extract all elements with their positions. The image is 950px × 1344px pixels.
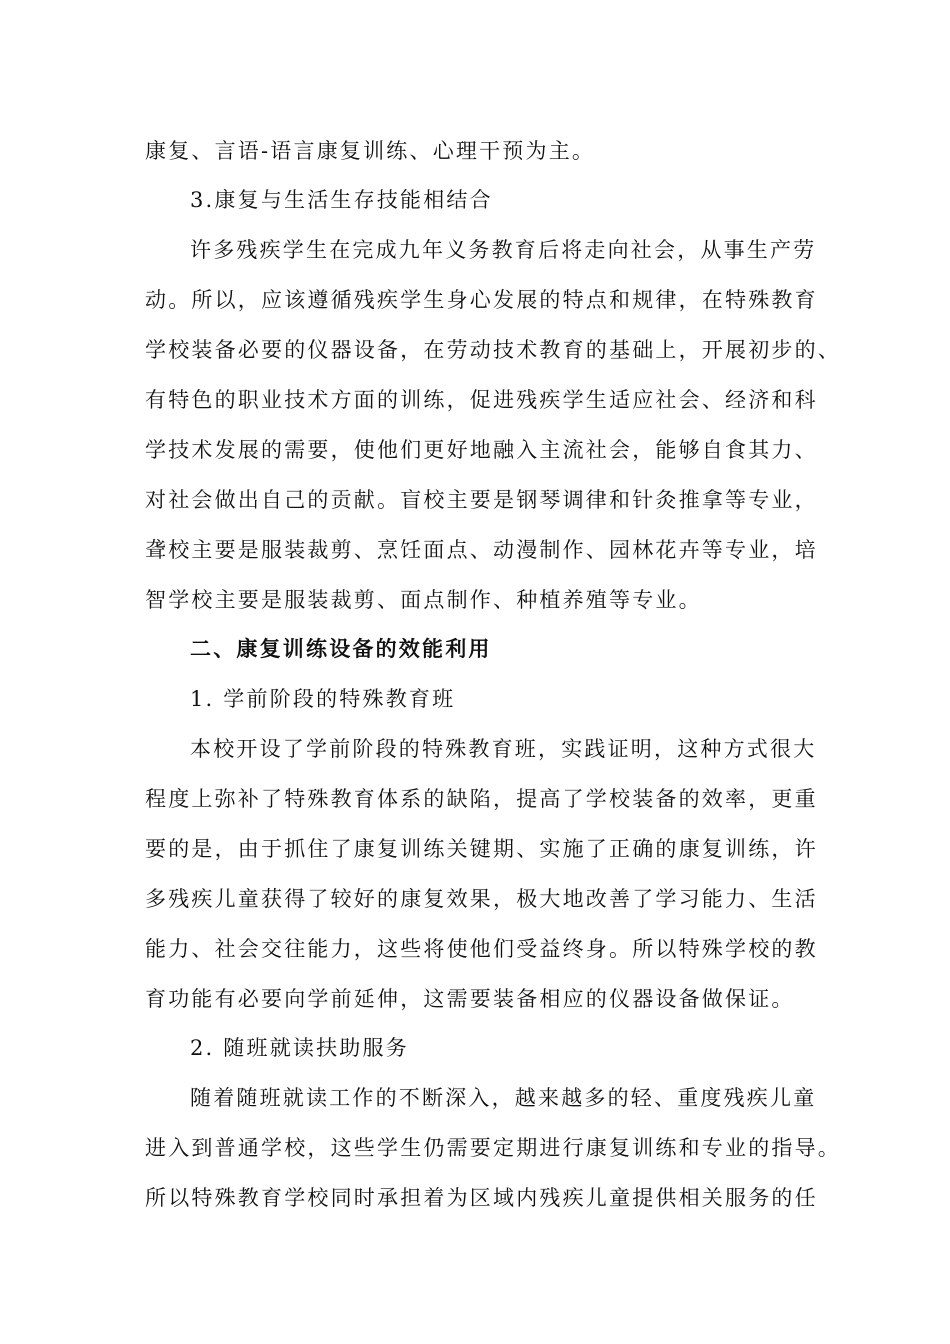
subheading-3: 3.康复与生活生存技能相结合	[190, 188, 493, 212]
paragraph-line: 学技术发展的需要，使他们更好地融入主流社会，能够自食其力、	[145, 438, 818, 462]
section-heading: 二、康复训练设备的效能利用	[190, 636, 492, 661]
paragraph-line: 聋校主要是服装裁剪、烹饪面点、动漫制作、园林花卉等专业，培	[145, 538, 818, 562]
paragraph-line: 能力、社会交往能力，这些将使他们受益终身。所以特殊学校的教	[145, 937, 818, 961]
subheading-2: 2. 随班就读扶助服务	[190, 1036, 409, 1060]
paragraph-line: 随着随班就读工作的不断深入，越来越多的轻、重度残疾儿童	[190, 1086, 817, 1110]
paragraph-line: 育功能有必要向学前延伸，这需要装备相应的仪器设备做保证。	[145, 987, 795, 1011]
paragraph-line: 多残疾儿童获得了较好的康复效果，极大地改善了学习能力、生活	[145, 887, 818, 911]
paragraph-line: 程度上弥补了特殊教育体系的缺陷，提高了学校装备的效率，更重	[145, 787, 818, 811]
paragraph-line: 动。所以，应该遵循残疾学生身心发展的特点和规律，在特殊教育	[145, 288, 818, 312]
paragraph-line: 智学校主要是服装裁剪、面点制作、种植养殖等专业。	[145, 588, 702, 612]
paragraph-line: 进入到普通学校，这些学生仍需要定期进行康复训练和专业的指导。	[145, 1136, 841, 1160]
paragraph-line: 康复、言语-语言康复训练、心理干预为主。	[145, 139, 596, 163]
paragraph-line: 要的是，由于抓住了康复训练关键期、实施了正确的康复训练，许	[145, 837, 818, 861]
paragraph-line: 学校装备必要的仪器设备，在劳动技术教育的基础上，开展初步的、	[145, 338, 841, 362]
paragraph-line: 本校开设了学前阶段的特殊教育班，实践证明，这种方式很大	[190, 737, 817, 761]
paragraph-line: 对社会做出自己的贡献。盲校主要是钢琴调律和针灸推拿等专业，	[145, 488, 818, 512]
paragraph-line: 许多残疾学生在完成九年义务教育后将走向社会，从事生产劳	[190, 238, 817, 262]
paragraph-line: 所以特殊教育学校同时承担着为区域内残疾儿童提供相关服务的任	[145, 1186, 818, 1210]
subheading-1: 1. 学前阶段的特殊教育班	[190, 687, 456, 711]
paragraph-line: 有特色的职业技术方面的训练，促进残疾学生适应社会、经济和科	[145, 388, 818, 412]
